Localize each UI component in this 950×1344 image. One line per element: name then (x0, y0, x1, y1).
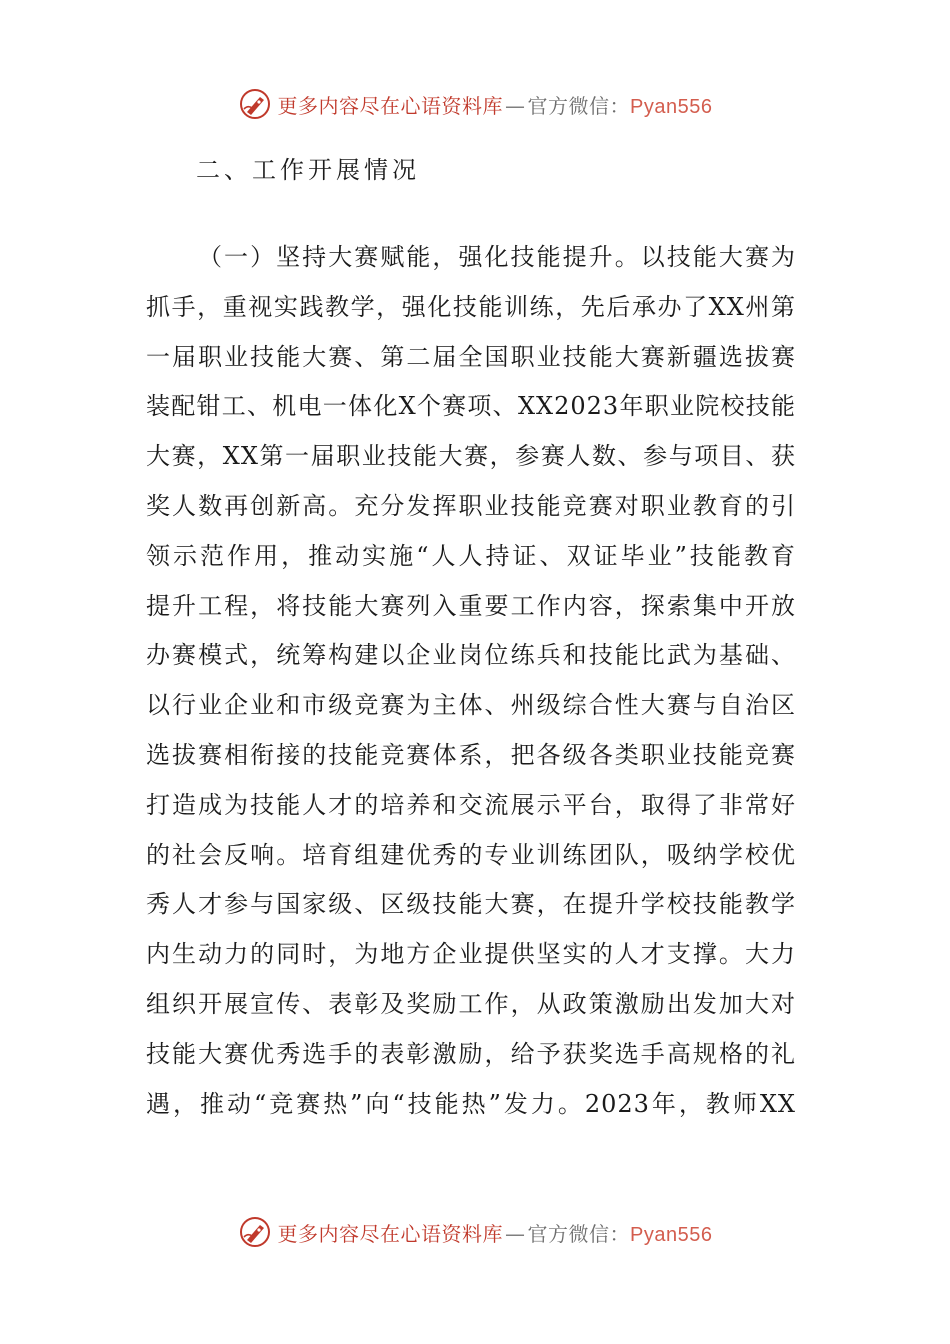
paragraph-line: 打造成为技能人才的培养和交流展示平台，取得了非常好 (146, 790, 796, 819)
paragraph-line: （一）坚持大赛赋能，强化技能提升。以技能大赛为 (198, 243, 796, 271)
paragraph-line: 一届职业技能大赛、第二届全国职业技能大赛新疆选拔赛 (146, 342, 796, 371)
paragraph-line: 奖人数再创新高。充分发挥职业技能竞赛对职业教育的引 (146, 491, 796, 520)
watermark-dash: — (505, 93, 526, 118)
paragraph-line: 提升工程，将技能大赛列入重要工作内容，探索集中开放 (146, 591, 796, 620)
paragraph-line: 抓手，重视实践教学，强化技能训练，先后承办了XX州第 (146, 292, 796, 321)
watermark-brand: 更多内容尽在心语资料库 (277, 1221, 504, 1246)
watermark-wechat-id: Pyan556 (630, 95, 713, 118)
watermark-dash: — (505, 1221, 526, 1246)
paragraph-line: 遇，推动“竞赛热”向“技能热”发力。2023年，教师XX (146, 1089, 796, 1118)
paragraph-line: 的社会反响。培育组建优秀的专业训练团队，吸纳学校优 (146, 840, 796, 869)
paragraph-line: 以行业企业和市级竞赛为主体、州级综合性大赛与自治区 (146, 691, 796, 720)
paragraph-line: 装配钳工、机电一体化X个赛项、XX2023年职业院校技能 (146, 392, 796, 421)
paragraph-line: 领示范作用，推动实施“人人持证、双证毕业”技能教育 (146, 541, 796, 570)
watermark-label: 官方微信： (527, 1221, 631, 1246)
paragraph-line: 选拔赛相衔接的技能竞赛体系，把各级各类职业技能竞赛 (146, 740, 796, 769)
paragraph-line: 秀人才参与国家级、区级技能大赛，在提升学校技能教学 (146, 890, 796, 919)
paragraph-body (146, 236, 796, 1132)
paragraph-line: 内生动力的同时，为地方企业提供坚实的人才支撑。大力 (146, 940, 796, 969)
watermark-label: 官方微信： (527, 93, 631, 118)
watermark-text (278, 1218, 713, 1247)
watermark-header (0, 84, 950, 124)
watermark-footer (0, 1212, 950, 1252)
paragraph-line: 大赛，XX第一届职业技能大赛，参赛人数、参与项目、获 (146, 442, 796, 471)
pen-nib-circle-icon (238, 87, 272, 121)
paragraph-line: 办赛模式，统筹构建以企业岗位练兵和技能比武为基础、 (146, 641, 796, 670)
paragraph-line: 组织开展宣传、表彰及奖励工作，从政策激励出发加大对 (146, 989, 796, 1018)
section-heading: 二、工作开展情况 (196, 156, 420, 184)
watermark-wechat-id: Pyan556 (630, 1223, 713, 1246)
watermark-text (278, 90, 713, 119)
watermark-brand: 更多内容尽在心语资料库 (277, 93, 504, 118)
pen-nib-circle-icon (238, 1215, 272, 1249)
paragraph-line: 技能大赛优秀选手的表彰激励，给予获奖选手高规格的礼 (146, 1039, 796, 1068)
